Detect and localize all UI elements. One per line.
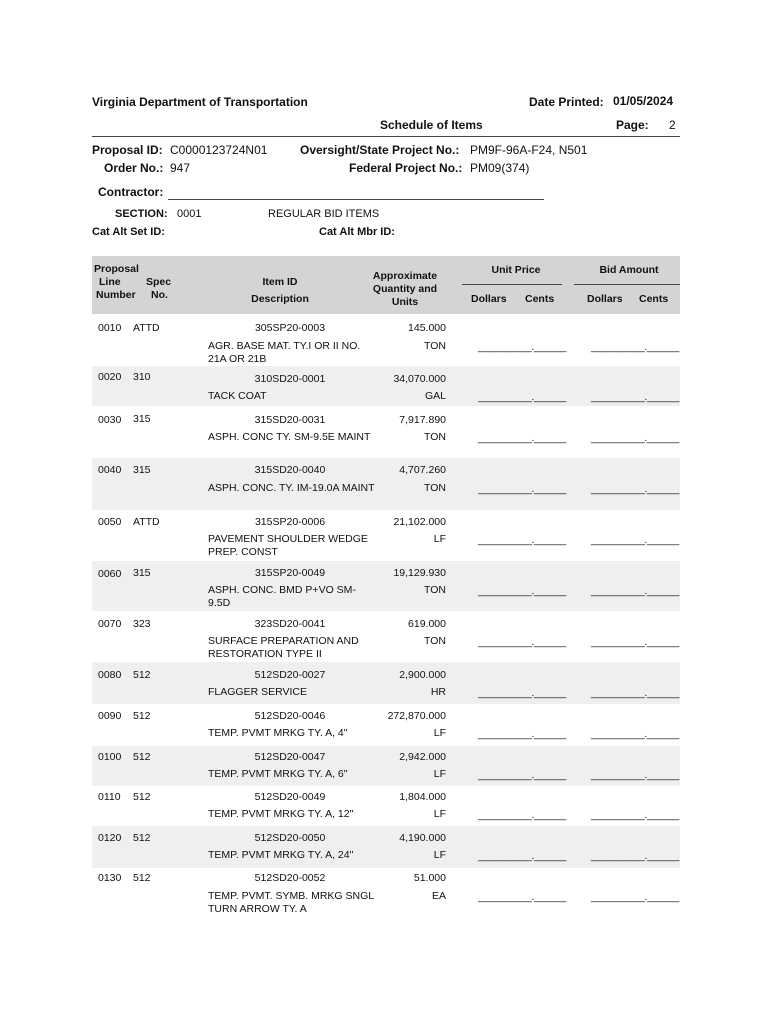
line-number: 0040: [98, 464, 122, 476]
unit-price-field[interactable]: __________.______: [478, 483, 566, 495]
line-number: 0010: [98, 322, 122, 334]
bid-amount-rule: [574, 284, 680, 285]
line-number: 0120: [98, 832, 122, 844]
line-number: 0090: [98, 710, 122, 722]
col-item-id: Item ID: [262, 276, 298, 288]
col-bid-amount: Bid Amount: [599, 264, 659, 276]
unit-price-field[interactable]: __________.______: [478, 687, 566, 699]
spec-number: 315: [133, 413, 151, 425]
section-name: REGULAR BID ITEMS: [268, 208, 380, 220]
unit-price-field[interactable]: __________.______: [478, 341, 566, 353]
federal-project-label: Federal Project No.:: [349, 161, 463, 175]
line-number: 0110: [98, 791, 121, 803]
federal-project-value: PM09(374): [470, 161, 530, 175]
col-qty-1: Approximate: [372, 270, 438, 282]
oversight-value: PM9F-96A-F24, N501: [470, 143, 588, 157]
quantity: 7,917.890: [399, 414, 446, 426]
col-unit-price: Unit Price: [491, 264, 541, 276]
unit: TON: [424, 482, 446, 494]
spec-number: 512: [133, 751, 151, 763]
item-description: AGR. BASE MAT. TY.I OR II NO. 21A OR 21B: [208, 340, 361, 365]
unit-price-field[interactable]: __________.______: [478, 432, 566, 444]
unit: LF: [433, 727, 446, 739]
table-row: [92, 561, 680, 611]
item-id: 512SD20-0052: [254, 872, 326, 884]
page-number: 2: [669, 118, 676, 132]
unit: LF: [433, 768, 446, 780]
unit: TON: [424, 431, 446, 443]
proposal-id-label: Proposal ID:: [92, 143, 163, 157]
unit: GAL: [424, 390, 446, 402]
bid-amount-field[interactable]: __________.______: [591, 687, 679, 699]
item-id: 323SD20-0041: [254, 618, 326, 630]
bid-amount-field[interactable]: __________.______: [591, 391, 679, 403]
cat-alt-set-label: Cat Alt Set ID:: [92, 226, 165, 238]
col-number: Number: [96, 289, 136, 301]
item-id: 315SD20-0031: [254, 414, 326, 426]
item-id: 315SP20-0049: [254, 567, 326, 579]
line-number: 0070: [98, 618, 122, 630]
spec-number: 323: [133, 618, 151, 630]
quantity: 2,942.000: [399, 751, 446, 763]
table-row: [92, 786, 680, 826]
bid-amount-field[interactable]: __________.______: [591, 432, 679, 444]
unit: LF: [433, 808, 446, 820]
unit-price-field[interactable]: __________.______: [478, 636, 566, 648]
quantity: 272,870.000: [387, 710, 446, 722]
item-description: TEMP. PVMT MRKG TY. A, 12": [208, 808, 354, 820]
date-printed: 01/05/2024: [613, 94, 674, 108]
item-description: ASPH. CONC. BMD P+VO SM-9.5D: [208, 584, 356, 609]
col-unit-dollars: Dollars: [471, 293, 507, 305]
spec-number: 315: [133, 464, 151, 476]
item-description: FLAGGER SERVICE: [208, 686, 308, 698]
unit-price-field[interactable]: __________.______: [478, 728, 566, 740]
spec-number: ATTD: [133, 322, 160, 334]
quantity: 34,070.000: [393, 373, 446, 385]
date-printed-label: Date Printed:: [529, 95, 604, 109]
item-id: 315SP20-0006: [254, 516, 326, 528]
quantity: 51.000: [413, 872, 446, 884]
spec-number: 512: [133, 832, 151, 844]
quantity: 145.000: [408, 322, 446, 334]
agency-name: Virginia Department of Transportation: [92, 95, 308, 109]
table-row: [92, 458, 680, 510]
item-description: ASPH. CONC. TY. IM-19.0A MAINT: [208, 482, 375, 494]
unit-price-field[interactable]: __________.______: [478, 391, 566, 403]
col-proposal: Proposal: [94, 263, 139, 275]
col-bid-cents: Cents: [639, 293, 669, 305]
spec-number: 512: [133, 791, 151, 803]
order-no-label: Order No.:: [104, 161, 164, 175]
unit-price-field[interactable]: __________.______: [478, 850, 566, 862]
item-description: SURFACE PREPARATION AND RESTORATION TYPE II: [208, 635, 359, 660]
quantity: 2,900.000: [399, 669, 446, 681]
quantity: 1,804.000: [399, 791, 446, 803]
table-row: [92, 512, 680, 560]
col-unit-cents: Cents: [525, 293, 555, 305]
item-id: 512SD20-0047: [254, 751, 326, 763]
table-row: [92, 318, 680, 364]
column-header: [92, 256, 680, 314]
oversight-label: Oversight/State Project No.:: [300, 143, 460, 157]
line-number: 0080: [98, 669, 122, 681]
item-id: 315SD20-0040: [254, 464, 326, 476]
item-description: TEMP. PVMT MRKG TY. A, 24": [208, 849, 354, 861]
line-number: 0050: [98, 516, 122, 528]
quantity: 4,707.260: [399, 464, 446, 476]
table-row: [92, 408, 680, 456]
line-number: 0060: [98, 568, 122, 580]
line-number: 0030: [98, 414, 122, 426]
unit: TON: [424, 635, 446, 647]
col-bid-dollars: Dollars: [587, 293, 623, 305]
table-row: [92, 746, 680, 786]
item-id: 512SD20-0027: [254, 669, 326, 681]
bid-amount-field[interactable]: __________.______: [591, 483, 679, 495]
unit-price-field[interactable]: __________.______: [478, 534, 566, 546]
col-description: Description: [251, 293, 309, 305]
item-description: PAVEMENT SHOULDER WEDGE PREP. CONST: [208, 533, 368, 558]
item-id: 512SD20-0049: [254, 791, 326, 803]
table-row: [92, 868, 680, 920]
unit: HR: [430, 686, 446, 698]
item-description: TEMP. PVMT MRKG TY. A, 6": [208, 768, 348, 780]
unit-price-field[interactable]: __________.______: [478, 585, 566, 597]
section-value: 0001: [177, 208, 202, 220]
spec-number: 315: [133, 567, 151, 579]
unit-price-field[interactable]: __________.______: [478, 769, 566, 781]
unit: TON: [424, 340, 446, 352]
item-description: TEMP. PVMT. SYMB. MRKG SNGL TURN ARROW TY. A: [208, 890, 374, 915]
line-number: 0100: [98, 751, 122, 763]
table-row: [92, 366, 680, 406]
spec-number: 512: [133, 669, 151, 681]
quantity: 4,190.000: [399, 832, 446, 844]
unit-price-field[interactable]: __________.______: [478, 809, 566, 821]
table-row: [92, 662, 680, 704]
line-number: 0130: [98, 872, 122, 884]
page-label: Page:: [616, 118, 649, 132]
bid-amount-field[interactable]: __________.______: [591, 636, 679, 648]
item-id: 310SD20-0001: [254, 373, 326, 385]
col-spec-no: No.: [151, 289, 168, 301]
bid-amount-field[interactable]: __________.______: [591, 534, 679, 546]
quantity: 21,102.000: [393, 516, 446, 528]
unit: TON: [424, 584, 446, 596]
contractor-line: [168, 199, 544, 200]
col-qty-3: Units: [391, 296, 419, 308]
proposal-id: C0000123724N01: [170, 143, 268, 157]
table-row: [92, 612, 680, 660]
section-label: SECTION:: [115, 208, 168, 220]
quantity: 619.000: [408, 618, 446, 630]
unit-price-rule: [462, 284, 562, 285]
spec-number: 310: [133, 371, 151, 383]
schedule-title: Schedule of Items: [380, 118, 483, 132]
unit: EA: [431, 890, 446, 902]
item-description: ASPH. CONC TY. SM-9.5E MAINT: [208, 431, 371, 443]
bid-amount-field[interactable]: __________.______: [591, 585, 679, 597]
col-line: Line: [99, 276, 121, 288]
contractor-label: Contractor:: [98, 185, 164, 199]
item-id: 305SP20-0003: [254, 322, 326, 334]
col-spec: Spec: [146, 276, 172, 288]
bid-amount-field[interactable]: __________.______: [591, 850, 679, 862]
quantity: 19,129.930: [393, 567, 446, 579]
item-id: 512SD20-0046: [254, 710, 326, 722]
unit: LF: [433, 849, 446, 861]
spec-number: 512: [133, 710, 151, 722]
table-row: [92, 706, 680, 746]
bid-amount-field[interactable]: __________.______: [591, 728, 679, 740]
bid-amount-field[interactable]: __________.______: [591, 769, 679, 781]
header-divider: [92, 136, 680, 137]
bid-amount-field[interactable]: __________.______: [591, 341, 679, 353]
table-row: [92, 826, 680, 868]
cat-alt-mbr-label: Cat Alt Mbr ID:: [319, 226, 395, 238]
item-description: TACK COAT: [208, 390, 267, 402]
item-id: 512SD20-0050: [254, 832, 326, 844]
unit: LF: [433, 533, 446, 545]
unit-price-field[interactable]: __________.______: [478, 891, 566, 903]
item-description: TEMP. PVMT MRKG TY. A, 4": [208, 727, 348, 739]
order-no: 947: [170, 161, 191, 175]
col-qty-2: Quantity and: [372, 283, 438, 295]
line-number: 0020: [98, 371, 122, 383]
bid-amount-field[interactable]: __________.______: [591, 809, 679, 821]
spec-number: 512: [133, 872, 151, 884]
bid-amount-field[interactable]: __________.______: [591, 891, 679, 903]
spec-number: ATTD: [133, 516, 160, 528]
